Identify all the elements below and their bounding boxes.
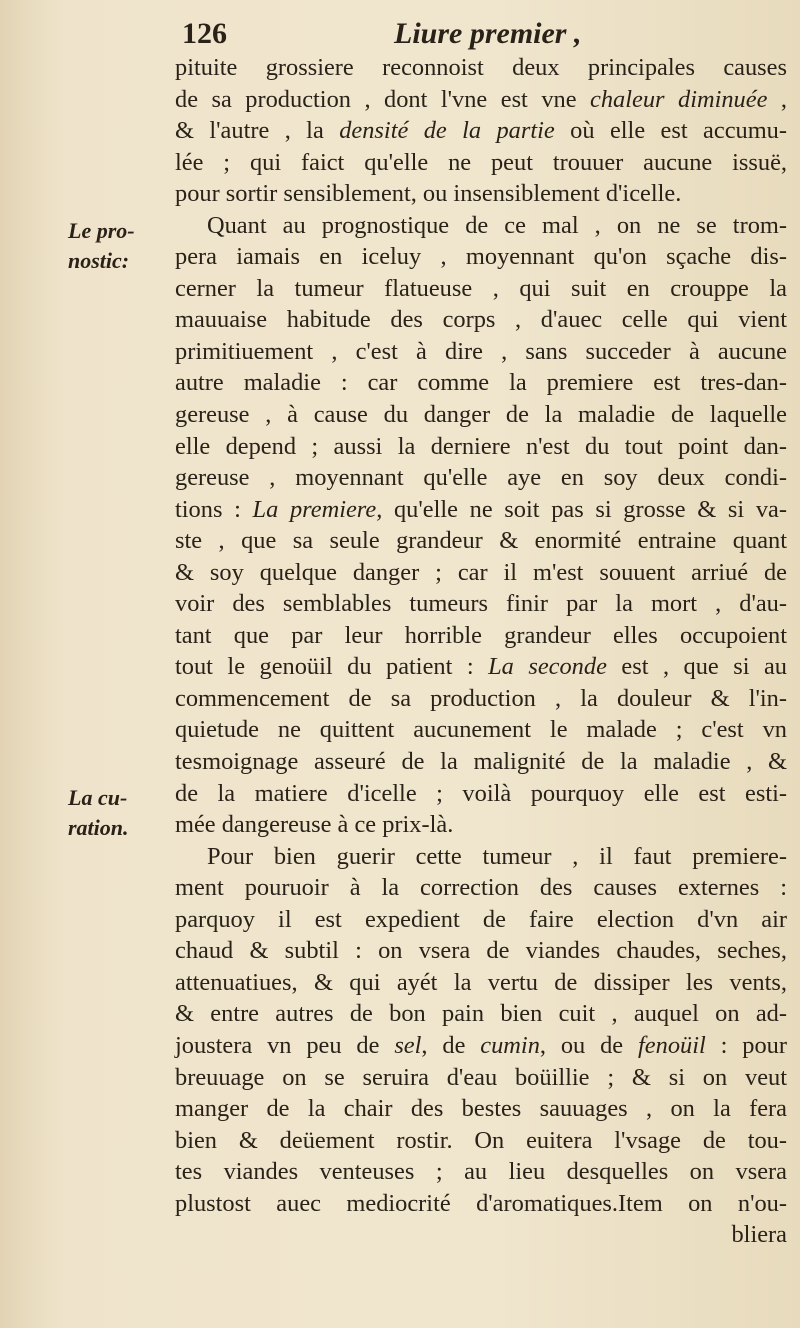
text-line bbox=[175, 588, 787, 620]
text-run: pour sortir sensiblement, ou insensiblement d'icelle. bbox=[175, 180, 682, 208]
text-run: parquoy il est expedient de faire election d'vn air bbox=[175, 905, 787, 933]
text-line bbox=[175, 1062, 787, 1094]
page-number: 126 bbox=[182, 17, 227, 50]
text-line bbox=[175, 778, 787, 810]
text-line bbox=[175, 904, 787, 936]
text-line bbox=[175, 1093, 787, 1125]
text-line bbox=[175, 525, 787, 557]
text-run: pituite grossiere reconnoist deux principales causes bbox=[175, 54, 787, 81]
text-run: voir des semblables tumeurs finir par la mort , d'au- bbox=[175, 590, 787, 618]
text-line bbox=[175, 1219, 787, 1251]
text-run: bien & deüement rostir. On euitera l'vsage de tou- bbox=[175, 1126, 787, 1154]
text-line bbox=[175, 210, 787, 242]
text-line bbox=[175, 147, 787, 179]
text-run: bliera bbox=[731, 1221, 787, 1249]
text-line bbox=[175, 651, 787, 683]
margin-note-prognostic: Le pro- nostic: bbox=[68, 218, 135, 273]
text-run: plustost auec mediocrité d'aromatiques.Item on n'ou- bbox=[175, 1189, 787, 1217]
text-line bbox=[175, 872, 787, 904]
text-run: ment pouruoir à la correction des causes externes : bbox=[175, 874, 787, 902]
text-run: commencement de sa production , la douleur & l'in- bbox=[175, 684, 787, 712]
text-run: autre maladie : car comme la premiere est tres-dan- bbox=[175, 369, 787, 397]
italic-phrase: cumin bbox=[480, 1031, 540, 1059]
text-run: tesmoignage asseuré de la malignité de la maladie , & bbox=[175, 748, 787, 776]
text-run: de sa production , dont l'vne est vne bbox=[175, 85, 591, 113]
text-run: où elle est accumu- bbox=[554, 117, 788, 145]
italic-phrase: La seconde bbox=[488, 653, 607, 681]
running-header bbox=[172, 14, 772, 54]
text-run: tout le genoüil du patient : bbox=[175, 653, 489, 681]
text-line bbox=[175, 935, 787, 967]
text-line bbox=[175, 841, 787, 873]
text-run: & l'autre , la bbox=[175, 117, 340, 145]
text-run: mée dangereuse à ce prix-là. bbox=[175, 811, 454, 839]
text-line bbox=[175, 431, 787, 463]
text-run: pera iamais en iceluy , moyennant qu'on sçache dis- bbox=[175, 243, 787, 271]
text-line bbox=[175, 336, 787, 368]
text-run: qu'elle ne soit pas si grosse & si va- bbox=[382, 495, 787, 523]
text-line bbox=[175, 178, 787, 210]
text-run: , bbox=[767, 85, 787, 113]
italic-phrase: La premiere, bbox=[252, 495, 383, 523]
text-run: cerner la tumeur flatueuse , qui suit en crouppe la bbox=[175, 274, 787, 302]
text-line bbox=[175, 998, 787, 1030]
text-line bbox=[175, 1030, 787, 1062]
text-run: tant que par leur horrible grandeur elles occupoient bbox=[175, 621, 787, 649]
text-run: mauuaise habitude des corps , d'auec celle qui vient bbox=[175, 306, 787, 334]
text-line bbox=[175, 683, 787, 715]
text-run: de la matiere d'icelle ; voilà pourquoy elle est esti- bbox=[175, 779, 787, 807]
text-line bbox=[175, 1156, 787, 1188]
text-line bbox=[175, 809, 787, 841]
text-line bbox=[175, 52, 787, 84]
text-line bbox=[175, 304, 787, 336]
body-text bbox=[175, 52, 787, 1251]
text-line bbox=[175, 273, 787, 305]
text-run: & entre autres de bon pain bien cuit , auquel on ad- bbox=[175, 1000, 787, 1028]
text-line bbox=[175, 241, 787, 273]
italic-phrase: densité de la partie bbox=[339, 117, 555, 145]
text-line bbox=[175, 462, 787, 494]
text-run: attenuatiues, & qui ayét la vertu de dissiper les vents, bbox=[175, 968, 787, 996]
text-run: , ou de bbox=[539, 1031, 639, 1059]
text-line bbox=[175, 1125, 787, 1157]
text-line bbox=[175, 84, 787, 116]
text-run: & soy quelque danger ; car il m'est souuent arriué de bbox=[175, 558, 787, 586]
text-run: ste , que sa seule grandeur & enormité entraine quant bbox=[175, 527, 787, 555]
text-run: tes viandes venteuses ; au lieu desquelles on vsera bbox=[175, 1158, 787, 1186]
text-run: quietude ne quittent aucunement le malade ; c'est vn bbox=[175, 716, 787, 744]
text-run: gereuse , à cause du danger de la maladie de laquelle bbox=[175, 401, 787, 429]
text-run: chaud & subtil : on vsera de viandes chaudes, seches, bbox=[175, 937, 787, 965]
running-title: Liure premier , bbox=[394, 17, 582, 50]
text-run: est , que si au bbox=[606, 653, 787, 681]
text-run: elle depend ; aussi la derniere n'est du tout point dan- bbox=[175, 432, 787, 460]
italic-phrase: chaleur diminuée bbox=[590, 85, 768, 113]
text-run: gereuse , moyennant qu'elle aye en soy deux condi- bbox=[175, 464, 787, 492]
italic-phrase: fenoüil bbox=[638, 1031, 706, 1059]
text-line bbox=[175, 115, 787, 147]
margin-note-curation: La cu- ration. bbox=[68, 785, 129, 840]
italic-phrase: sel bbox=[394, 1031, 422, 1059]
text-line bbox=[175, 1188, 787, 1220]
text-line bbox=[175, 494, 787, 526]
text-run: manger de la chair des bestes sauuages , on la fera bbox=[175, 1095, 787, 1123]
text-run: tions : bbox=[175, 495, 253, 523]
text-run: Quant au prognostique de ce mal , on ne se trom- bbox=[207, 211, 787, 239]
text-line bbox=[175, 399, 787, 431]
text-run: primitiuement , c'est à dire , sans succeder à aucune bbox=[175, 337, 787, 365]
text-run: : pour bbox=[705, 1031, 787, 1059]
text-run: lée ; qui faict qu'elle ne peut trouuer aucune issuë, bbox=[175, 148, 787, 176]
text-run: joustera vn peu de bbox=[175, 1031, 395, 1059]
text-line bbox=[175, 967, 787, 999]
text-line bbox=[175, 746, 787, 778]
text-run: Pour bien guerir cette tumeur , il faut premiere- bbox=[207, 842, 787, 870]
text-run: , de bbox=[421, 1031, 481, 1059]
text-run: breuuage on se seruira d'eau boüillie ; & si on veut bbox=[175, 1063, 787, 1091]
text-line bbox=[175, 557, 787, 589]
text-line bbox=[175, 714, 787, 746]
text-line bbox=[175, 620, 787, 652]
text-line bbox=[175, 367, 787, 399]
